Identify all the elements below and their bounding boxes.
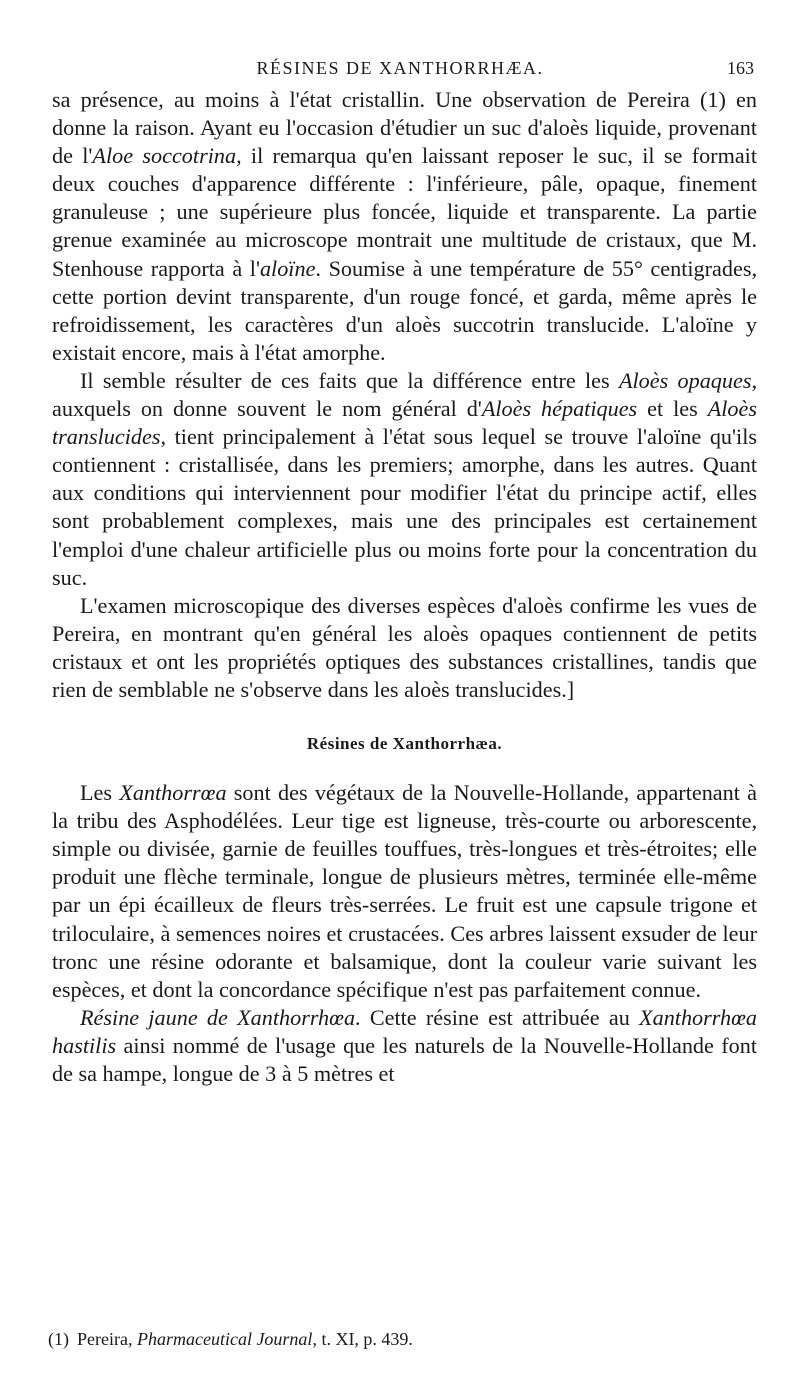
paragraph bbox=[52, 592, 757, 704]
text-run: sont des végétaux de la Nouvelle-Hollande, appartenant à la tribu des Asphodélées. Leur tige est ligneuse, très-courte ou arborescente, simple ou divisée, garnie de feuilles touffues, très-longues et très-étroites; elle produit une flèche terminale, longue de plusieurs mètres, terminée elle-même par un épi écailleux de fleurs très-serrées. Le fruit est une capsule trigone et triloculaire, à semences noires et crustacées. Ces arbres laissent exsuder de leur tronc une résine odorante et balsamique, dont la couleur varie suivant les espèces, et dont la concordance spécifique n'est pas parfaitement connue. bbox=[52, 780, 757, 1002]
paragraphs-after-heading bbox=[52, 779, 757, 1088]
text-run: , tient principalement à l'état sous lequel se trouve l'aloïne qu'ils contiennent : cristallisée, dans les premiers; amorphe, dans les autres. Quant aux conditions qui interviennent pour modifier l'état du principe actif, elles sont probablement complexes, mais une des principales est certainement l'emploi d'une chaleur artificielle plus ou moins forte pour la concentration du suc. bbox=[52, 424, 757, 590]
running-head-title: RÉSINES DE XANTHORRHÆA. bbox=[256, 58, 544, 78]
paragraph bbox=[52, 779, 757, 1004]
text-run: , il remarqua qu'en laissant reposer le suc, il se formait deux couches d'apparence différente : l'inférieure, pâle, opaque, finement granuleuse ; une supérieure plus foncée, liquide et transparente. La partie grenue examinée au microscope montrait une multitude de cristaux, que M. Stenhouse rapporta à l' bbox=[52, 143, 758, 281]
paragraph bbox=[52, 1004, 757, 1088]
italic-text: Résine jaune de Xanthorrhœa bbox=[80, 1004, 356, 1030]
text-run: L'examen microscopique des diverses espèces d'aloès confirme les vues de Pereira, en montrant qu'en général les aloès opaques contiennent de petits cristaux et ont les propriétés optiques des substances cristallines, tandis que rien de semblable ne s'observe dans les aloès translucides.] bbox=[52, 592, 757, 702]
text-run: , auxquels on donne souvent le nom général d' bbox=[52, 367, 757, 422]
body-text bbox=[52, 86, 757, 1088]
text-run: Il semble résulter de ces faits que la différence entre les bbox=[80, 367, 619, 393]
text-run: Les bbox=[80, 780, 120, 806]
italic-text: Xanthorrœa bbox=[119, 780, 227, 806]
paragraph bbox=[52, 367, 757, 592]
section-heading: Résines de Xanthorrhæa. bbox=[306, 734, 503, 754]
text-run: et les bbox=[637, 396, 708, 422]
italic-text: Pharmaceutical Journal bbox=[136, 1329, 313, 1349]
italic-text: Aloe soccotrina bbox=[92, 143, 237, 169]
italic-text: Aloès hépatiques bbox=[481, 396, 638, 422]
text-run: sa présence, au moins à l'état cristallin. Une observation de Pereira (1) en donne la raison. Ayant eu l'occasion d'étudier un suc d'aloès liquide, provenant de l' bbox=[52, 87, 757, 169]
italic-text: aloïne bbox=[259, 255, 316, 281]
italic-text: Xanthorrhœa hastilis bbox=[52, 1004, 757, 1058]
italic-text: Aloès opaques bbox=[618, 367, 752, 393]
italic-text: Aloès translucides bbox=[52, 396, 757, 450]
text-run: . Soumise à une température de 55° centigrades, cette portion devint transparente, d'un rouge foncé, et garda, même après le refroidissement, les caractères d'un aloès succotrin translucide. L'aloïne y existait encore, mais à l'état amorphe. bbox=[52, 255, 758, 365]
running-head bbox=[0, 58, 800, 88]
footnote bbox=[48, 1328, 754, 1350]
footnote-text bbox=[77, 1329, 413, 1349]
text-run: . Cette résine est attribuée au bbox=[355, 1004, 640, 1030]
text-run: , t. XI, p. 439. bbox=[312, 1329, 413, 1349]
paragraphs-before-heading bbox=[52, 86, 757, 704]
paragraph bbox=[52, 86, 757, 367]
text-run: Pereira, bbox=[77, 1329, 137, 1349]
footnote-marker: (1) bbox=[48, 1329, 69, 1349]
text-run: ainsi nommé de l'usage que les naturels de la Nouvelle-Hollande font de sa hampe, longue de 3 à 5 mètres et bbox=[52, 1032, 757, 1086]
page-number: 163 bbox=[727, 58, 754, 78]
